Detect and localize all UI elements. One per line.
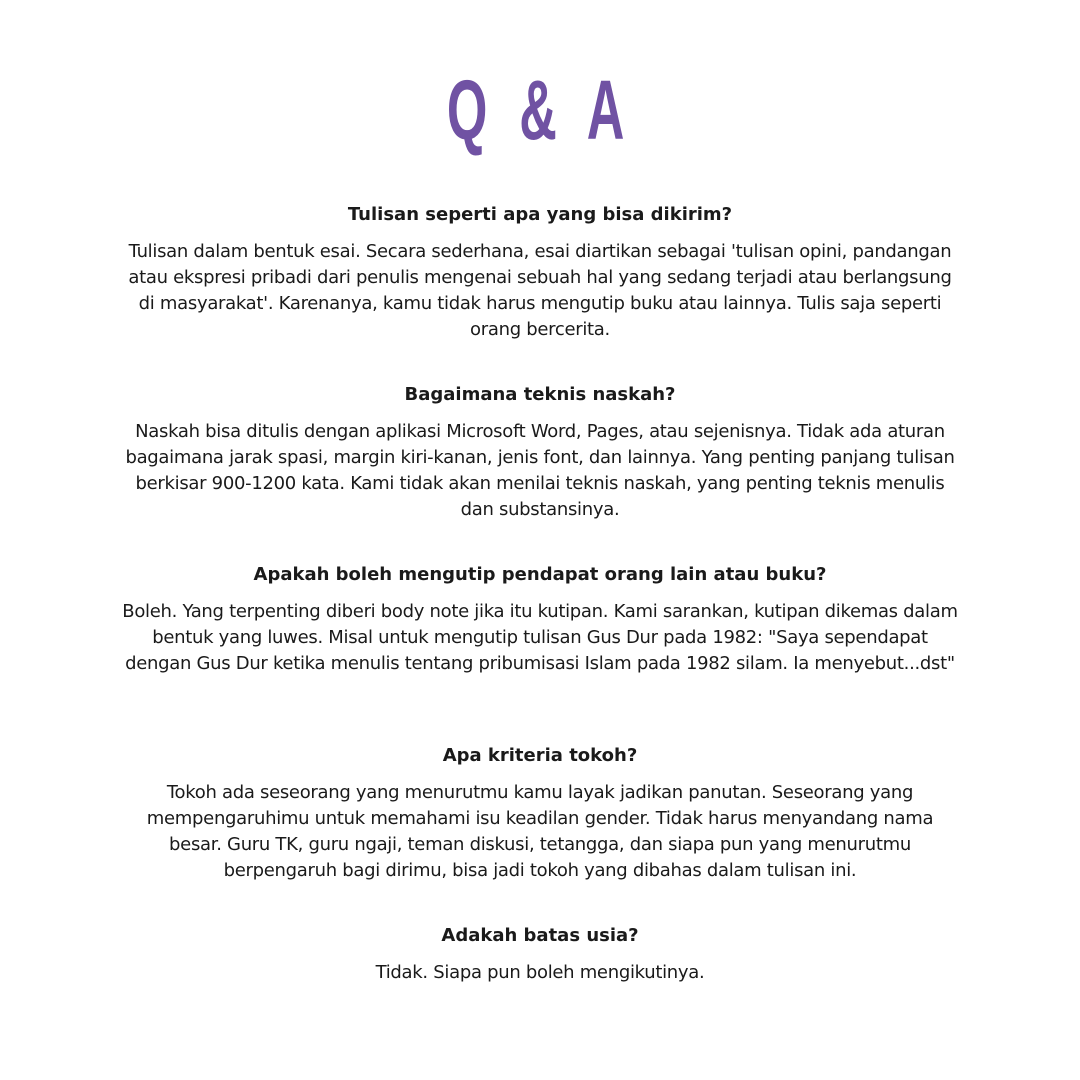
faq-item [120, 744, 960, 884]
faq-answer: Boleh. Yang terpenting diberi body note jika itu kutipan. Kami sarankan, kutipan dikemas dalam bentuk yang luwes. Misal untuk mengutip tulisan Gus Dur pada 1982: "Saya sependapat dengan Gus Dur ketika menulis tentang pribumisasi Islam pada 1982 silam. Ia menyebut...dst" [122, 601, 958, 674]
faq-question: Adakah batas usia? [441, 925, 639, 946]
faq-question: Apa kriteria tokoh? [442, 745, 638, 766]
faq-item [120, 563, 960, 677]
faq-answer: Tokoh ada seseorang yang menurutmu kamu layak jadikan panutan. Seseorang yang mempengaruhimu untuk memahami isu keadilan gender. Tidak harus menyandang nama besar. Guru TK, guru ngaji, teman diskusi, tetangga, dan siapa pun yang menurutmu berpengaruh bagi dirimu, bisa jadi tokoh yang dibahas dalam tulisan ini. [146, 782, 934, 881]
faq-item [120, 924, 960, 986]
faq-answer: Tidak. Siapa pun boleh mengikutinya. [375, 962, 705, 983]
faq-answer: Tulisan dalam bentuk esai. Secara sederhana, esai diartikan sebagai 'tulisan opini, pandangan atau ekspresi pribadi dari penulis mengenai sebuah hal yang sedang terjadi atau berlangsung di masyarakat'. Karenanya, kamu tidak harus mengutip buku atau lainnya. Tulis saja seperti orang bercerita. [128, 241, 952, 340]
faq-question: Bagaimana teknis naskah? [404, 384, 676, 405]
faq-answer: Naskah bisa ditulis dengan aplikasi Microsoft Word, Pages, atau sejenisnya. Tidak ada aturan bagaimana jarak spasi, margin kiri-kanan, jenis font, dan lainnya. Yang penting panjang tulisan berkisar 900-1200 kata. Kami tidak akan menilai teknis naskah, yang penting teknis menulis dan substansinya. [125, 421, 955, 520]
faq-question: Tulisan seperti apa yang bisa dikirim? [347, 204, 733, 225]
faq-item [120, 383, 960, 523]
faq-question: Apakah boleh mengutip pendapat orang lain atau buku? [253, 564, 827, 585]
faq-item [120, 203, 960, 343]
page-title: Q & A [446, 63, 634, 157]
